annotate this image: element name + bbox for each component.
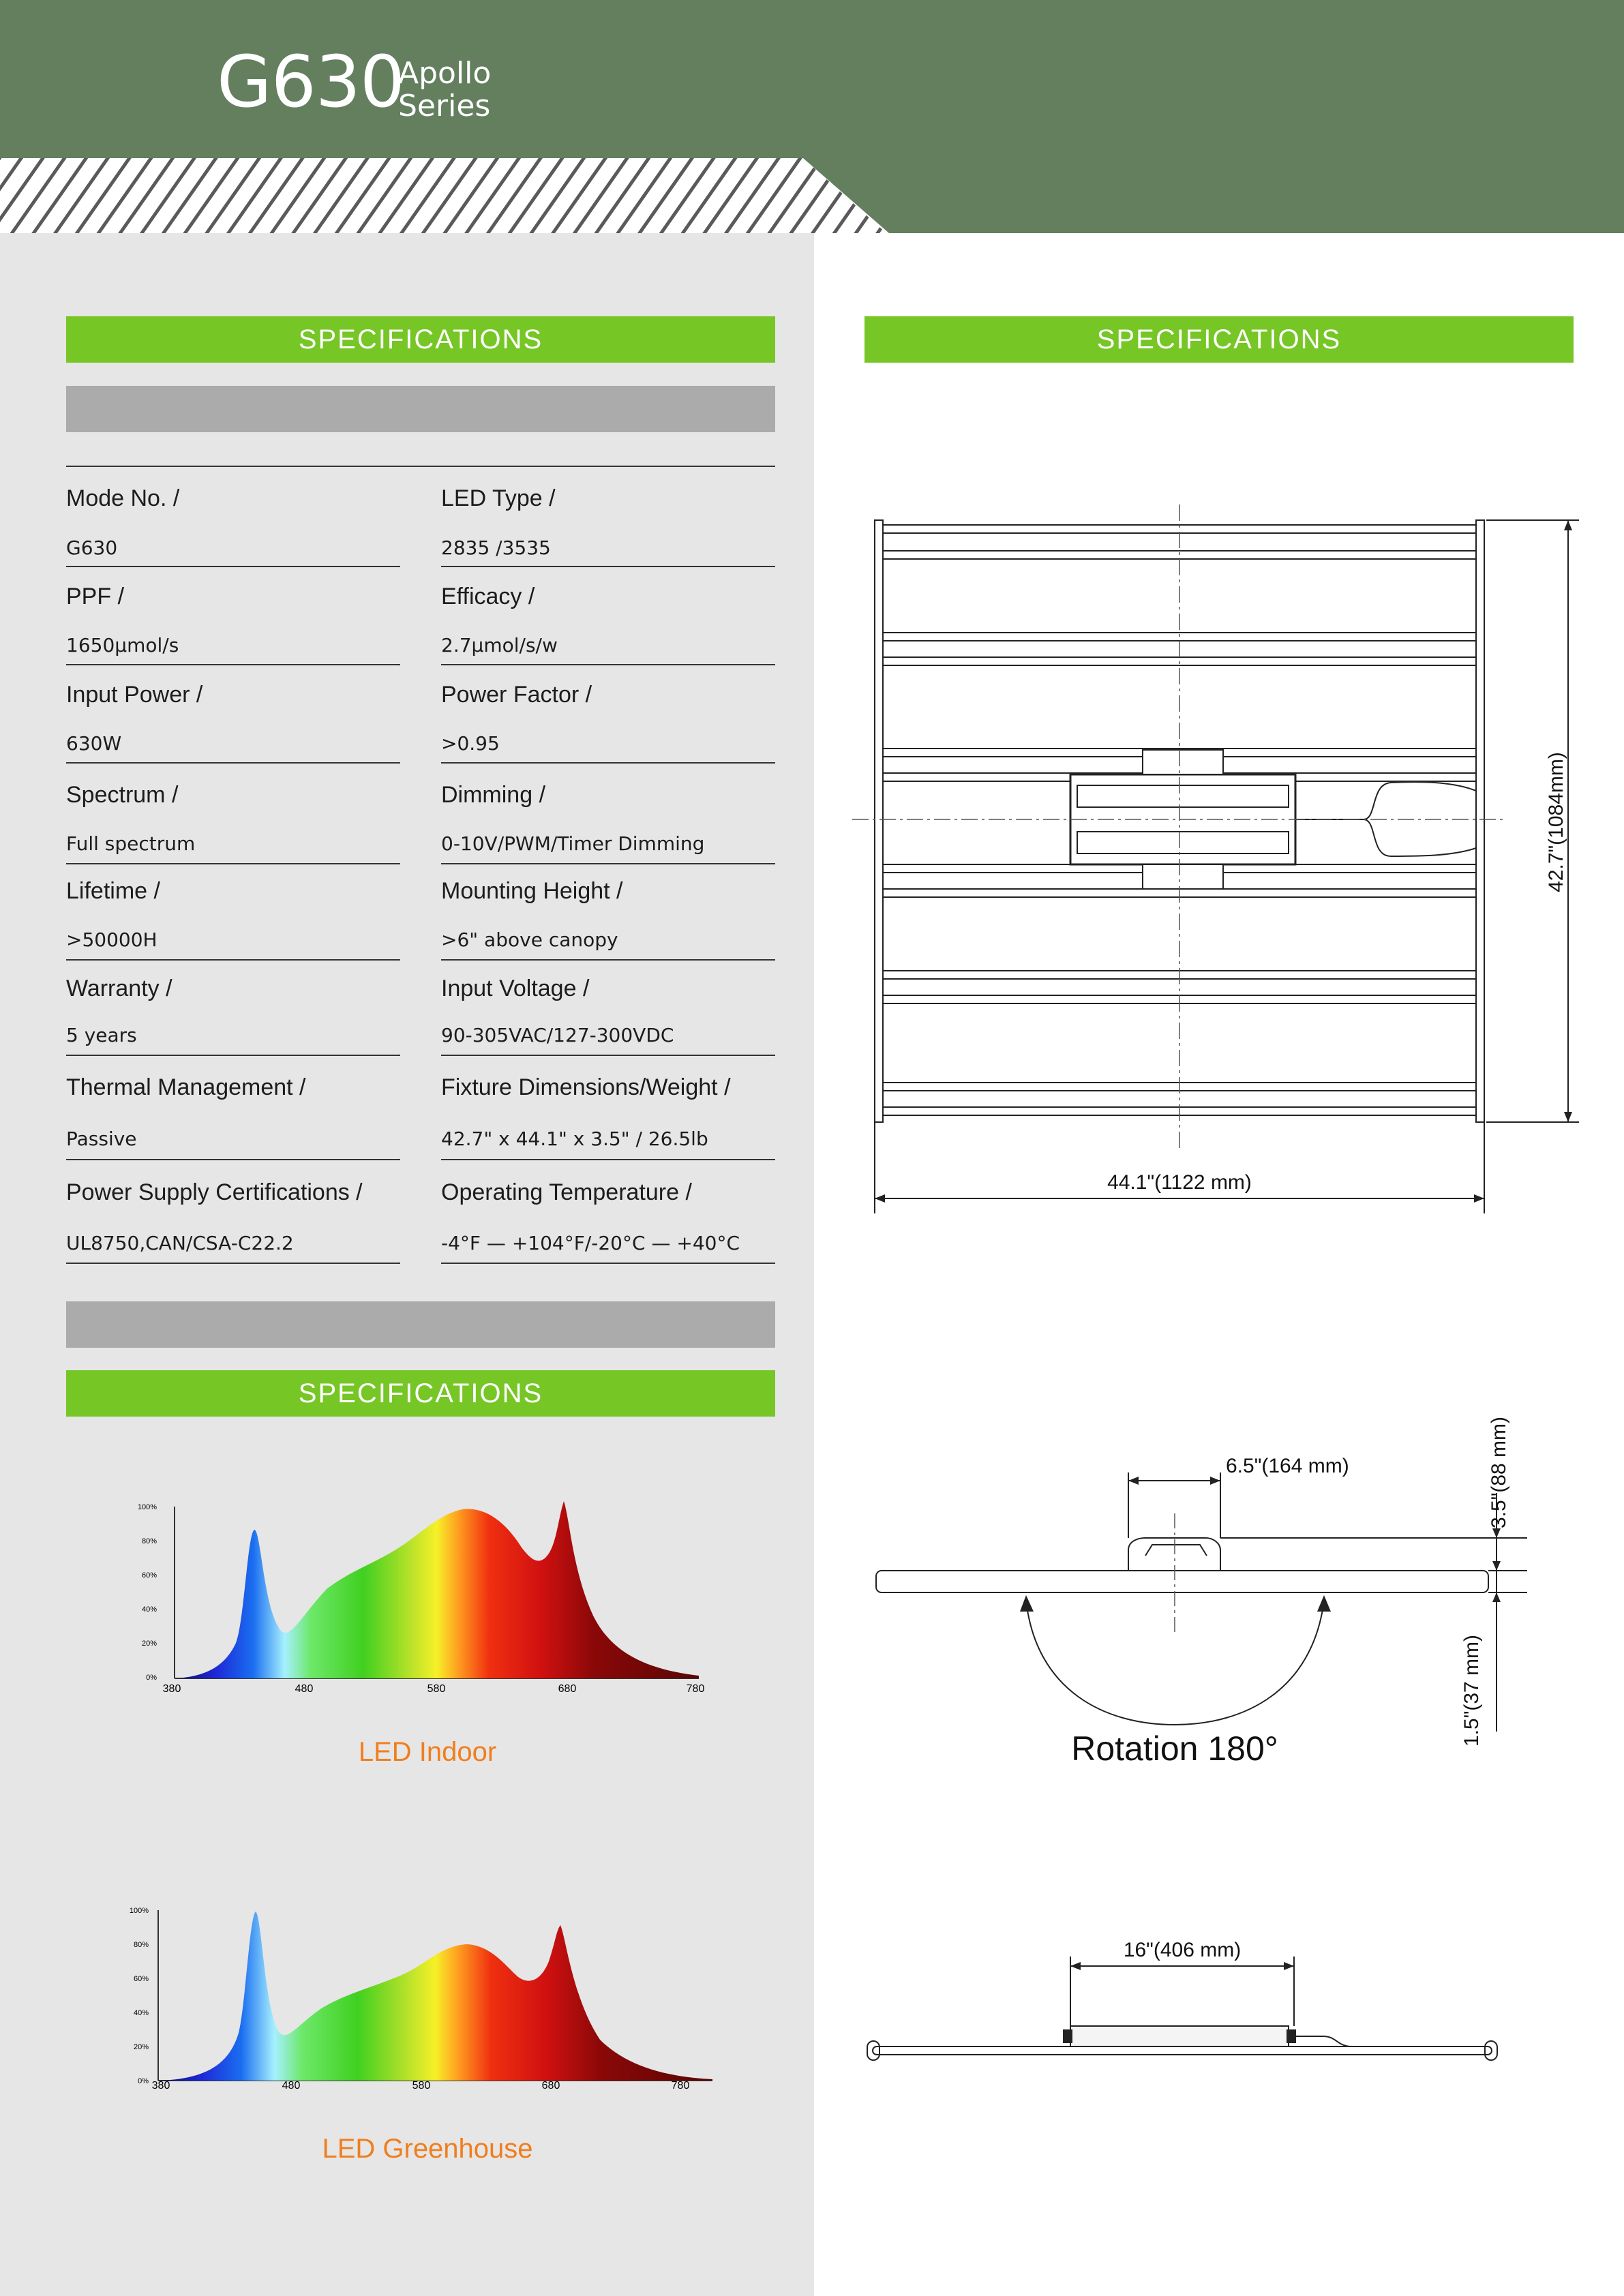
row-rule — [66, 1159, 400, 1160]
row-rule — [66, 1055, 400, 1056]
y-tick-label: 80% — [133, 1941, 149, 1949]
spec-label: Mounting Height / — [441, 878, 623, 904]
spec-label: Thermal Management / — [66, 1074, 306, 1100]
spec-value: Passive — [66, 1128, 137, 1150]
y-tick-label: 20% — [133, 2043, 149, 2051]
spec-value: -4°F — +104°F/-20°C — +40°C — [441, 1232, 740, 1254]
spec-value: G630 — [66, 537, 118, 559]
spec-label: Input Voltage / — [441, 976, 590, 1001]
row-rule — [441, 959, 775, 961]
spec-label: Power Factor / — [441, 682, 592, 708]
y-tick-label: 60% — [133, 1975, 149, 1983]
chart-caption-greenhouse: LED Greenhouse — [322, 2134, 533, 2164]
driver-width-label: 6.5"(164 mm) — [1226, 1455, 1349, 1477]
spec-label: Fixture Dimensions/Weight / — [441, 1074, 731, 1100]
spec-value: UL8750,CAN/CSA-C22.2 — [66, 1232, 294, 1254]
row-rule — [441, 762, 775, 764]
spec-label: LED Type / — [441, 485, 556, 511]
spec-value: 1650μmol/s — [66, 634, 179, 656]
height-dimension-label: 42.7"(1084mm) — [1545, 752, 1567, 892]
x-tick-label: 480 — [282, 2080, 301, 2091]
y-tick-label: 0% — [146, 1674, 157, 1682]
x-tick-label: 780 — [671, 2080, 690, 2091]
model-title: G630 — [217, 40, 405, 123]
spectrum-curve — [175, 1501, 699, 1678]
y-tick-label: 80% — [141, 1537, 157, 1545]
spec-label: Dimming / — [441, 782, 546, 808]
chart-caption-indoor: LED Indoor — [358, 1737, 497, 1767]
y-tick-label: 20% — [141, 1640, 157, 1648]
x-tick-label: 680 — [541, 2080, 560, 2091]
spectrum-chart-indoor — [123, 1493, 723, 1704]
row-rule — [66, 664, 400, 665]
spec-value: 0-10V/PWM/Timer Dimming — [441, 832, 705, 855]
row-rule — [441, 1159, 775, 1160]
spec-label: Spectrum / — [66, 782, 179, 808]
gray-divider-bar-bottom — [66, 1301, 775, 1348]
y-tick-label: 60% — [141, 1571, 157, 1580]
x-tick-label: 480 — [295, 1683, 314, 1695]
specifications-header-left: SPECIFICATIONS — [66, 316, 775, 363]
spec-value: 630W — [66, 732, 122, 755]
row-rule — [441, 664, 775, 665]
spec-value: >6" above canopy — [441, 928, 618, 951]
spec-value: >50000H — [66, 928, 157, 951]
top-view-drawing — [845, 477, 1595, 1227]
series-line-2: Series — [398, 89, 491, 123]
y-tick-label: 40% — [141, 1605, 157, 1614]
spec-label: Operating Temperature / — [441, 1179, 692, 1205]
spec-label: Power Supply Certifications / — [66, 1179, 363, 1205]
spectrum-chart-greenhouse — [109, 1897, 723, 2101]
spec-value: 90-305VAC/127-300VDC — [441, 1024, 674, 1046]
spec-label: Mode No. / — [66, 485, 180, 511]
front-view-drawing — [859, 1929, 1541, 2086]
y-tick-label: 0% — [138, 2077, 149, 2085]
width-dimension-label: 44.1"(1122 mm) — [1107, 1171, 1252, 1194]
specifications-header-spectrum: SPECIFICATIONS — [66, 1370, 775, 1417]
spec-value: 2835 /3535 — [441, 537, 551, 559]
spec-value: 2.7μmol/s/w — [441, 634, 558, 656]
spec-value: 5 years — [66, 1024, 137, 1046]
row-rule — [66, 566, 400, 567]
spec-table — [0, 0, 814, 1295]
row-rule — [66, 1263, 400, 1264]
series-line-1: Apollo — [398, 56, 492, 91]
row-rule — [441, 1055, 775, 1056]
rotation-label: Rotation 180° — [1071, 1729, 1278, 1768]
x-tick-label: 680 — [558, 1683, 577, 1695]
row-rule — [66, 959, 400, 961]
y-tick-label: 100% — [129, 1907, 149, 1915]
row-rule — [66, 762, 400, 764]
row-rule — [441, 863, 775, 864]
x-tick-label: 380 — [151, 2080, 170, 2091]
bar-height-label: 1.5"(37 mm) — [1460, 1634, 1483, 1747]
row-rule — [441, 1263, 775, 1264]
side-height-label: 3.5"(88 mm) — [1488, 1416, 1510, 1529]
y-tick-label: 40% — [133, 2009, 149, 2017]
spec-value: 42.7" x 44.1" x 3.5" / 26.5lb — [441, 1128, 708, 1150]
row-rule — [441, 566, 775, 567]
spec-label: Efficacy / — [441, 584, 535, 609]
y-tick-label: 100% — [137, 1503, 157, 1511]
spec-label: Lifetime / — [66, 878, 160, 904]
x-tick-label: 780 — [686, 1683, 705, 1695]
x-tick-label: 580 — [427, 1683, 446, 1695]
spectrum-curve — [158, 1912, 712, 2081]
spec-value: Full spectrum — [66, 832, 196, 855]
spec-label: Input Power / — [66, 682, 203, 708]
spec-value: >0.95 — [441, 732, 500, 755]
row-rule — [66, 863, 400, 864]
specifications-header-right: SPECIFICATIONS — [864, 316, 1574, 363]
side-view-drawing — [859, 1404, 1575, 1786]
x-tick-label: 380 — [162, 1683, 181, 1695]
spec-label: Warranty / — [66, 976, 172, 1001]
x-tick-label: 580 — [412, 2080, 431, 2091]
spec-label: PPF / — [66, 584, 125, 609]
front-driver-width-label: 16"(406 mm) — [1123, 1939, 1242, 1961]
